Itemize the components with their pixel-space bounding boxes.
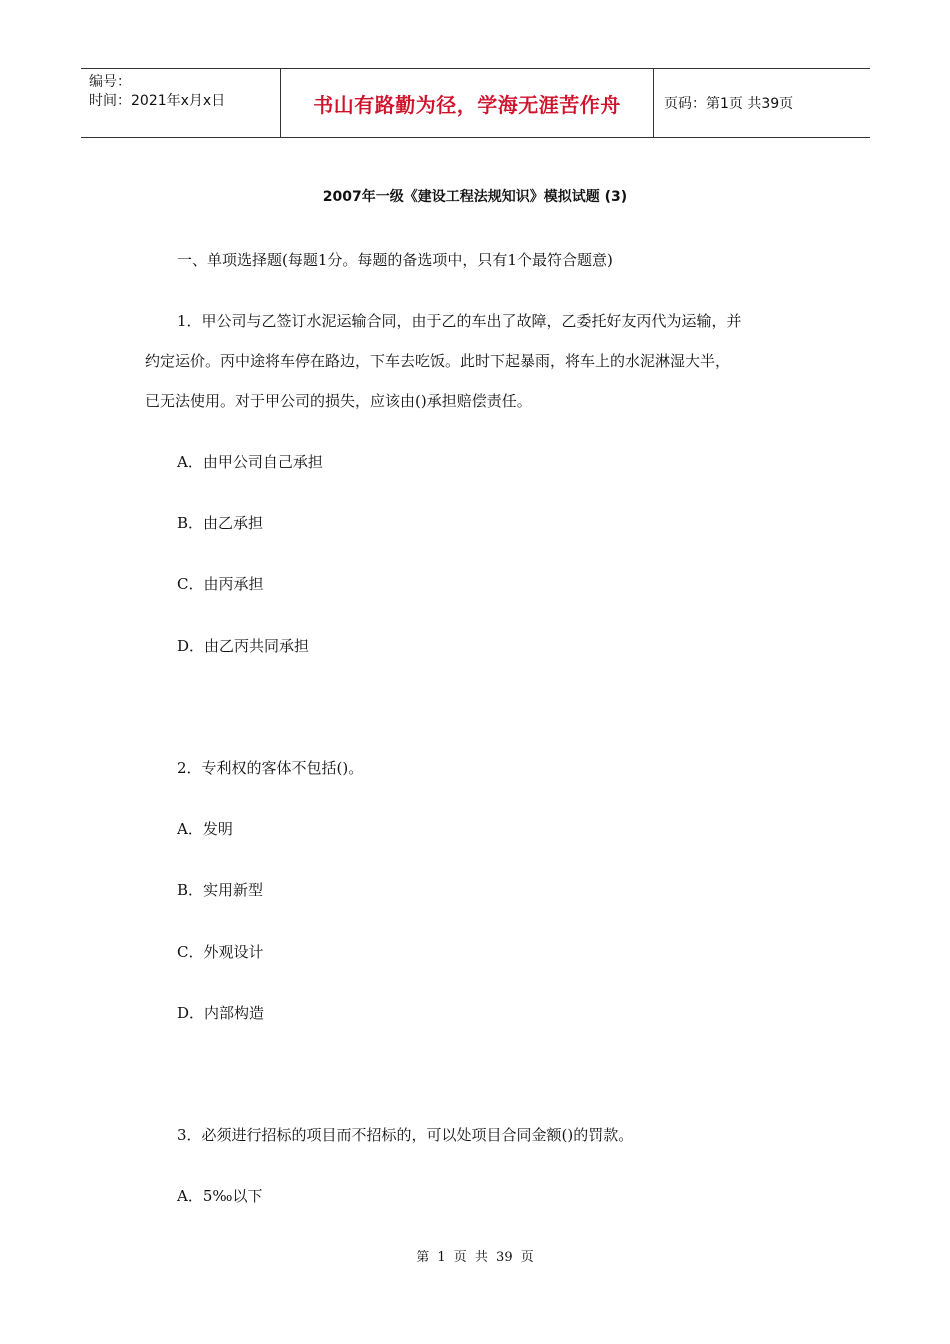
- time-label: 时间：2021年x月x日: [89, 93, 226, 109]
- section-heading: 一、单项选择题(每题1分。每题的备选项中，只有1个最符合题意): [177, 251, 613, 269]
- question-2-option-c: C．外观设计: [177, 943, 264, 961]
- page-info-text: 页码：第1页 共39页: [664, 96, 794, 112]
- question-2-stem: 2．专利权的客体不包括()。: [177, 759, 364, 777]
- header-meta-cell: [81, 69, 281, 137]
- number-label: 编号：: [89, 74, 131, 90]
- page-footer: 第 1 页 共 39 页: [416, 1250, 534, 1265]
- question-2-option-a: A．发明: [177, 820, 233, 838]
- question-3-stem: 3．必须进行招标的项目而不招标的，可以处项目合同金额()的罚款。: [177, 1126, 634, 1144]
- question-1-option-c: C．由丙承担: [177, 575, 264, 593]
- motto-cell: [281, 69, 654, 137]
- question-2-option-b: B．实用新型: [177, 881, 264, 899]
- header-table: [81, 68, 870, 138]
- question-1-stem-line-3: 已无法使用。对于甲公司的损失，应该由()承担赔偿责任。: [145, 392, 532, 410]
- question-2-option-d: D．内部构造: [177, 1004, 265, 1022]
- question-1-option-d: D．由乙丙共同承担: [177, 637, 310, 655]
- question-1-option-b: B．由乙承担: [177, 514, 264, 532]
- question-1-option-a: A．由甲公司自己承担: [177, 453, 323, 471]
- page-info-cell: [654, 69, 870, 137]
- question-1-stem-line-1: 1．甲公司与乙签订水泥运输合同，由于乙的车出了故障，乙委托好友丙代为运输，并: [177, 312, 742, 330]
- question-3-option-a: A．5‰以下: [177, 1187, 263, 1205]
- motto-text: 书山有路勤为径，学海无涯苦作舟: [313, 92, 621, 117]
- document-title: 2007年一级《建设工程法规知识》模拟试题 (3): [322, 189, 628, 205]
- question-1-stem-line-2: 约定运价。丙中途将车停在路边，下车去吃饭。此时下起暴雨，将车上的水泥淋湿大半，: [145, 352, 731, 370]
